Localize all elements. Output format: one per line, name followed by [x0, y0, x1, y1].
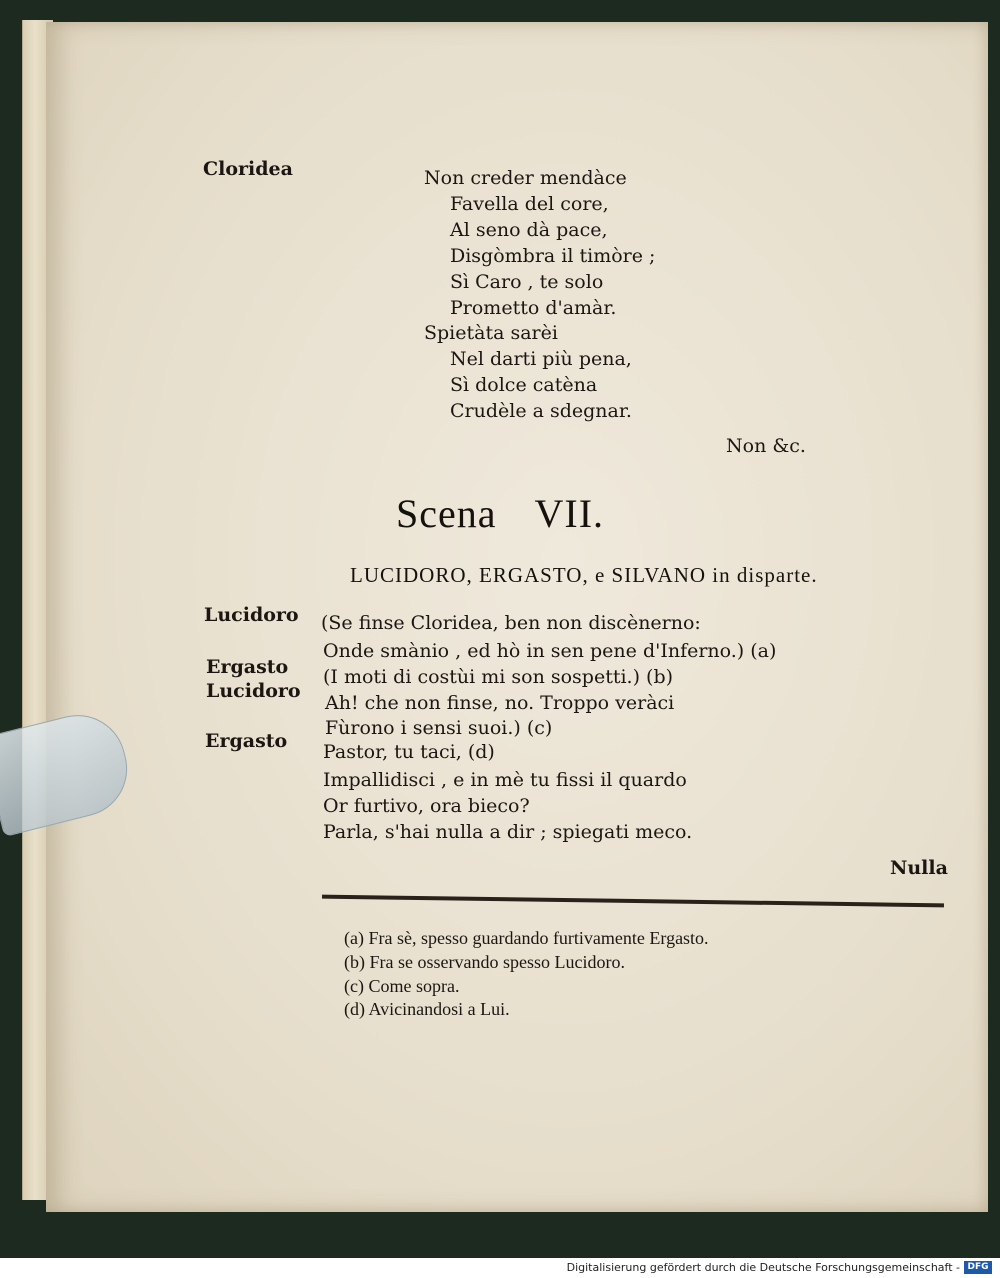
dialogue-line: Onde smànio , ed hò in sen pene d'Inferno.) (a) — [323, 640, 777, 662]
speaker-cloridea: Cloridea — [203, 158, 293, 180]
dialogue-line: (Se finse Cloridea, ben non discènerno: — [321, 612, 701, 634]
dialogue-line: Fùrono i sensi suoi.) (c) — [325, 717, 553, 739]
aria-cue: Non &c. — [726, 435, 806, 457]
scene-characters: LUCIDORO, ERGASTO, e SILVANO in disparte. — [350, 563, 818, 587]
footnote-a: (a) Fra sè, spesso guardando furtivamente Ergasto. — [344, 928, 709, 948]
verse-line: Non creder mendàce — [424, 167, 627, 189]
dialogue-line: Impallidisci , e in mè tu fissi il quardo — [323, 769, 687, 791]
dialogue-line: Ah! che non finse, no. Troppo veràci — [325, 692, 675, 714]
footnote-b: (b) Fra se osservando spesso Lucidoro. — [344, 952, 625, 972]
dialogue-line: (I moti di costùi mi son sospetti.) (b) — [323, 666, 674, 688]
speaker-ergasto: Ergasto — [206, 656, 289, 678]
catchword: Nulla — [890, 857, 948, 879]
verse-line: Disgòmbra il timòre ; — [450, 245, 656, 267]
verse-line: Spietàta sarèi — [424, 322, 558, 344]
verse-line: Crudèle a sdegnar. — [450, 400, 632, 422]
verse-line: Prometto d'amàr. — [450, 297, 617, 319]
speaker-lucidoro: Lucidoro — [204, 604, 299, 626]
funding-notice: Digitalisierung gefördert durch die Deutsche Forschungsgemeinschaft - — [566, 1261, 960, 1274]
verse-line: Sì Caro , te solo — [450, 271, 604, 293]
verse-line: Al seno dà pace, — [450, 219, 608, 241]
verse-line: Nel darti più pena, — [450, 348, 632, 370]
scene-word: Scena — [395, 491, 497, 536]
scene-numeral: VII. — [534, 491, 605, 536]
dialogue-line: Pastor, tu taci, (d) — [323, 741, 495, 763]
footnote-c: (c) Come sopra. — [344, 976, 460, 996]
dialogue-line: Parla, s'hai nulla a dir ; spiegati meco. — [323, 821, 693, 843]
footnote-d: (d) Avicinandosi a Lui. — [344, 999, 510, 1019]
speaker-ergasto: Ergasto — [205, 730, 288, 752]
verse-line: Sì dolce catèna — [450, 374, 598, 396]
speaker-lucidoro: Lucidoro — [206, 680, 301, 702]
scene-title — [0, 490, 1000, 537]
dialogue-line: Or furtivo, ora bieco? — [323, 795, 530, 817]
dfg-logo: DFG — [964, 1261, 992, 1274]
verse-line: Favella del core, — [450, 193, 609, 215]
